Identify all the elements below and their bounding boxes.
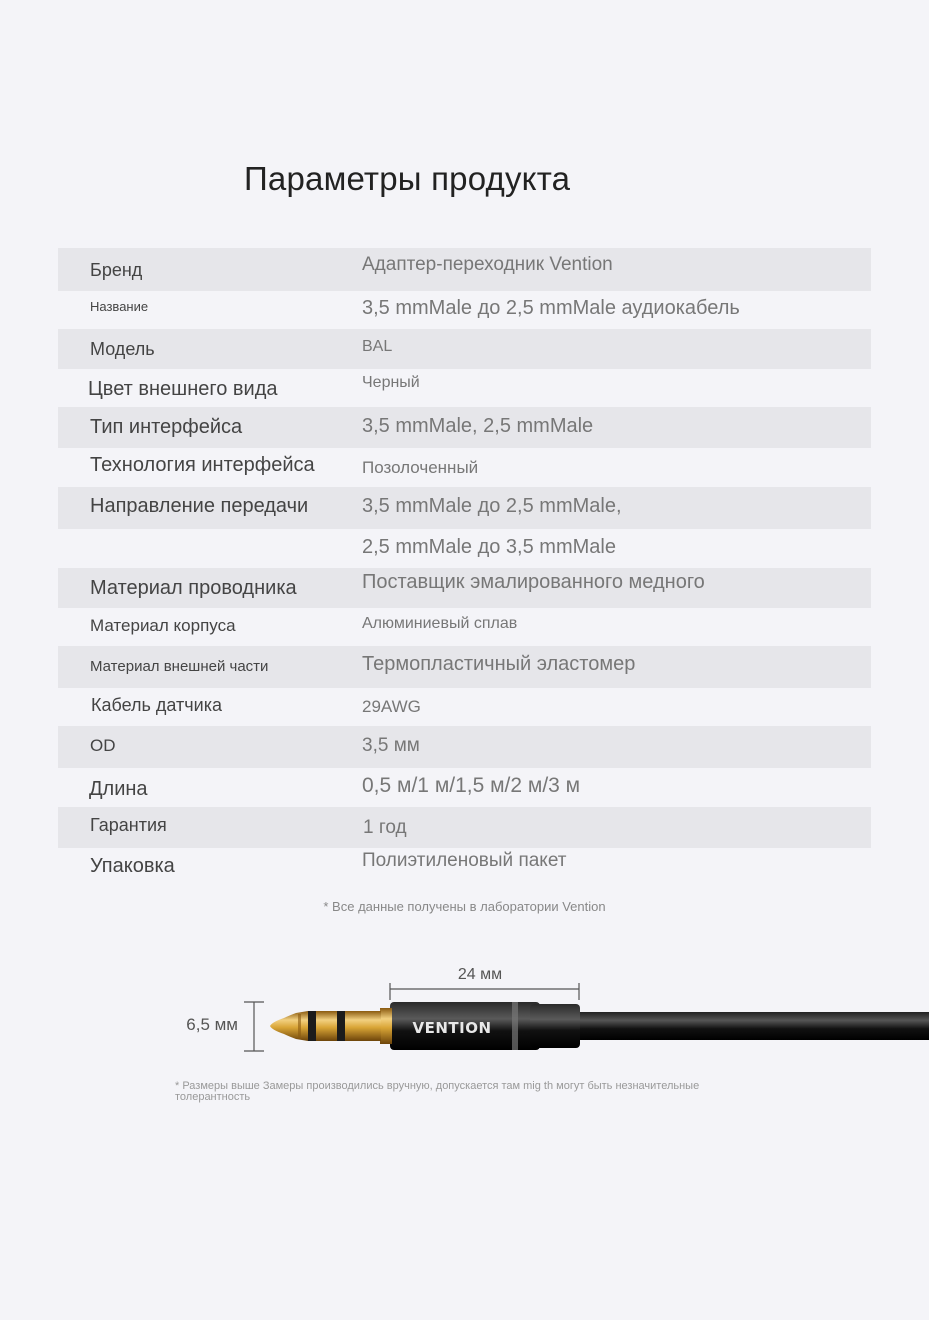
spec-value: 3,5 мм: [362, 735, 420, 756]
spec-value: 29AWG: [362, 697, 421, 716]
table-row: [58, 726, 871, 768]
lab-footnote: * Все данные получены в лаборатории Vention: [323, 899, 606, 914]
spec-value: 0,5 м/1 м/1,5 м/2 м/3 м: [362, 774, 581, 797]
spec-label: OD: [90, 736, 116, 755]
table-row: [58, 646, 871, 688]
page-title: Параметры продукта: [244, 160, 571, 197]
spec-label: Кабель датчика: [91, 695, 222, 715]
cable: [575, 1012, 929, 1040]
spec-label: Название: [90, 299, 149, 314]
spec-value: 3,5 mmMale, 2,5 mmMale: [362, 415, 594, 437]
spec-value: Термопластичный эластомер: [362, 653, 636, 675]
diameter-dimension: [186, 1002, 264, 1051]
spec-label: Модель: [90, 339, 155, 359]
spec-label: Материал корпуса: [90, 616, 236, 635]
spec-label: Гарантия: [90, 815, 167, 835]
table-row: [58, 448, 871, 487]
spec-value: Алюминиевый сплав: [362, 615, 518, 632]
jack-plug: [270, 1008, 392, 1044]
table-row: [58, 248, 871, 291]
brand-logo: VENTION: [412, 1019, 492, 1037]
table-row: [58, 807, 871, 848]
table-row: [58, 487, 871, 529]
spec-value: 2,5 mmMale до 3,5 mmMale: [362, 536, 616, 558]
table-row: [58, 568, 871, 608]
spec-label: Материал внешней части: [90, 658, 269, 675]
spec-label: Тип интерфейса: [90, 416, 243, 438]
spec-label: Бренд: [90, 260, 143, 280]
spec-table: [58, 248, 871, 886]
table-row: [58, 291, 871, 329]
table-row: [58, 848, 871, 886]
spec-label: Направление передачи: [90, 495, 309, 517]
spec-label: Упаковка: [90, 855, 175, 877]
plug-body: [390, 1002, 580, 1050]
table-row: [58, 369, 871, 407]
table-row: [58, 608, 871, 646]
spec-label: Цвет внешнего вида: [88, 378, 278, 400]
table-row: [58, 329, 871, 369]
table-row: [58, 407, 871, 448]
spec-value: 3,5 mmMale до 2,5 mmMale,: [362, 495, 622, 517]
measurement-note: * Размеры выше Замеры производились вручную, допускается там mig th могут быть незначительные толерантность: [175, 1080, 700, 1103]
spec-value: 3,5 mmMale до 2,5 mmMale аудиокабель: [362, 297, 740, 319]
width-dimension: [390, 966, 579, 1000]
spec-label: Материал проводника: [90, 577, 297, 599]
table-row: [58, 768, 871, 807]
diameter-label: 6,5 мм: [186, 1015, 238, 1034]
spec-value: Адаптер-переходник Vention: [362, 254, 613, 275]
spec-label: Технология интерфейса: [90, 454, 315, 476]
width-label: 24 мм: [457, 966, 503, 983]
table-row: [58, 529, 871, 568]
spec-value: BAL: [362, 338, 393, 355]
spec-value: Поставщик эмалированного медного: [362, 571, 705, 593]
spec-value: Черный: [362, 374, 420, 391]
spec-value: 1 год: [363, 817, 407, 838]
spec-value: Позолоченный: [362, 458, 479, 477]
spec-label: Длина: [89, 778, 148, 800]
table-row: [58, 688, 871, 726]
spec-value: Полиэтиленовый пакет: [362, 850, 567, 871]
connector-diagram: [0, 950, 929, 1080]
